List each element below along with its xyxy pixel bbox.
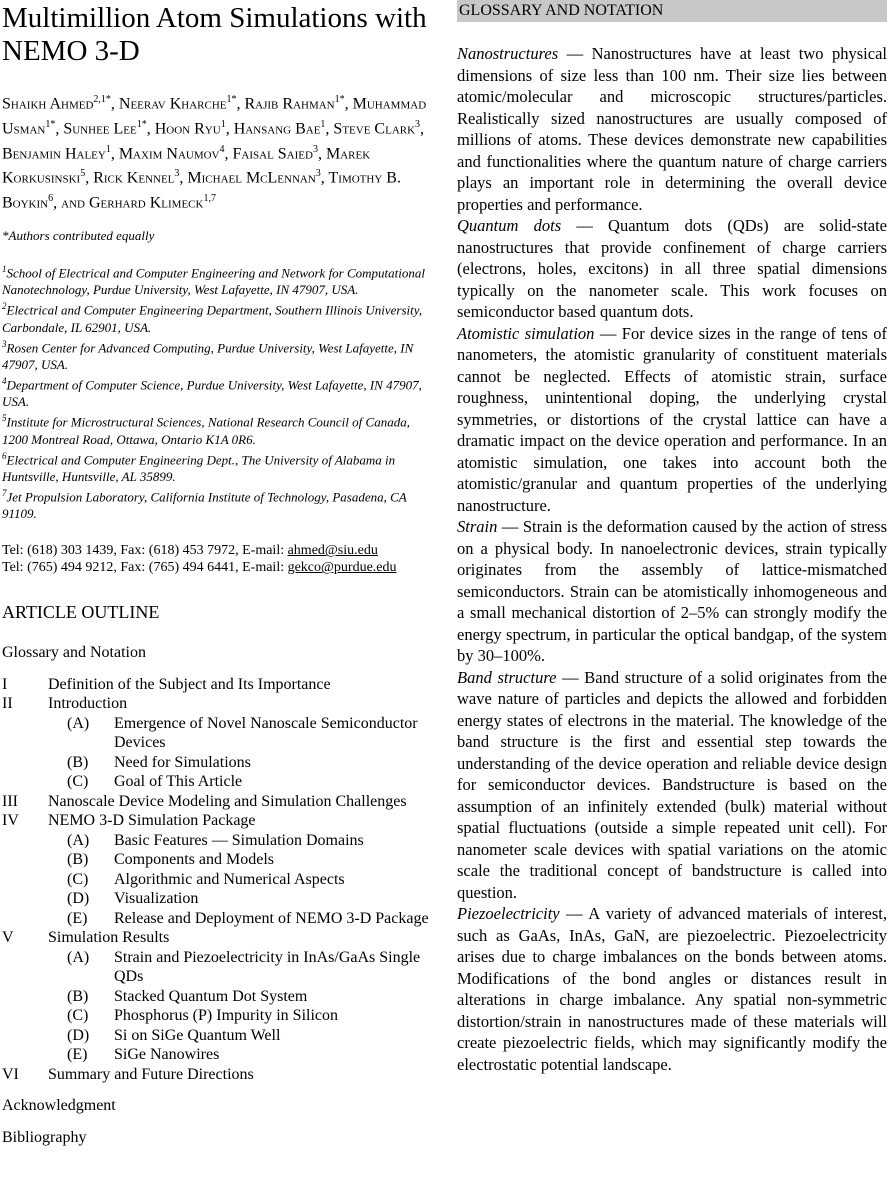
- author-affil-mark: 1: [320, 118, 326, 130]
- affiliation-text: Jet Propulsion Laboratory, California Institute of Technology, Pasadena, CA 91109.: [2, 489, 407, 522]
- author-affil-mark: 1*: [45, 118, 56, 130]
- toc-section-number: VI: [2, 1065, 19, 1083]
- toc-subsection-number: (A): [67, 948, 90, 966]
- author-affil-mark: 4: [219, 143, 225, 155]
- toc-section-label: Summary and Future Directions: [48, 1065, 254, 1083]
- author-name: Benjamin Haley: [2, 144, 106, 162]
- affiliation-number: 1: [2, 264, 7, 275]
- author-name: Shaikh Ahmed: [2, 95, 94, 113]
- contact-phone-fax: Tel: (618) 303 1439, Fax: (618) 453 7972, E-mail:: [2, 543, 288, 559]
- right-column: [457, 0, 887, 1075]
- toc-subsection[interactable]: [2, 909, 432, 929]
- toc-subsection-number: (A): [67, 714, 90, 732]
- outline-title: ARTICLE OUTLINE: [2, 602, 160, 623]
- table-of-contents: [2, 675, 432, 1085]
- toc-section-label: Nanoscale Device Modeling and Simulation Challenges: [48, 792, 407, 810]
- toc-subsection-label: Need for Simulations: [114, 753, 251, 771]
- toc-subsection-label: Components and Models: [114, 851, 274, 869]
- glossary-definition: — A variety of advanced materials of interest, such as GaAs, InAs, GaN, are piezoelectric. Piezoelectricity arises due to charge imbalances on the bonds between atoms. Modifications of the bond angles or distances result in alterations in charge imbalance. Any spatial non-symmetric distortion/strain in nanostructures made of these materials will create piezoelectric fields, which may significantly modify the electrostatic potential landscape.: [457, 904, 887, 1074]
- equal-contribution-note: *Authors contributed equally: [2, 228, 155, 244]
- toc-section[interactable]: [2, 694, 432, 714]
- glossary-term: Nanostructures: [457, 44, 559, 63]
- author-affil-mark: 6: [48, 193, 54, 205]
- left-column: [2, 2, 432, 1147]
- toc-subsection[interactable]: [2, 987, 432, 1007]
- toc-subsection-number: (B): [67, 987, 89, 1005]
- glossary-entry: [457, 903, 887, 1075]
- glossary-entry: [457, 43, 887, 215]
- toc-subsection-label: Algorithmic and Numerical Aspects: [114, 870, 345, 888]
- toc-section-number: III: [2, 792, 18, 810]
- toc-subsection[interactable]: [2, 831, 432, 851]
- glossary-term: Quantum dots: [457, 216, 562, 235]
- author-name: Muhammad Usman: [2, 95, 427, 138]
- author-affil-mark: 1*: [334, 94, 345, 105]
- affiliation-text: Institute for Microstructural Sciences, National Research Council of Canada, 1200 Montreal Road, Ottawa, Ontario K1A 0R6.: [2, 414, 410, 447]
- toc-subsection-number: (E): [67, 1046, 88, 1064]
- affiliation-item: [2, 336, 432, 373]
- affiliation-item: [2, 373, 432, 410]
- toc-section-number: II: [2, 695, 13, 713]
- toc-section-label: Definition of the Subject and Its Importance: [48, 675, 331, 693]
- affiliation-text: Electrical and Computer Engineering Department, Southern Illinois University, Carbondale, IL 62901, USA.: [2, 302, 423, 335]
- author-name: Hansang Bae: [233, 120, 321, 138]
- toc-subsection-number: (C): [67, 1007, 89, 1025]
- toc-acknowledgment[interactable]: Acknowledgment: [2, 1097, 116, 1115]
- glossary-entry: [457, 215, 887, 323]
- toc-bibliography[interactable]: Bibliography: [2, 1128, 87, 1146]
- toc-subsection-label: Goal of This Article: [114, 773, 243, 791]
- toc-section-number: IV: [2, 812, 19, 830]
- author-affil-mark: 1*: [136, 118, 147, 130]
- author-affil-mark: 1*: [226, 94, 237, 105]
- author-name: Timothy B. Boykin: [2, 169, 401, 212]
- affiliation-text: Rosen Center for Advanced Computing, Purdue University, West Lafayette, IN 47907, USA.: [2, 340, 414, 373]
- glossary-body: [457, 43, 887, 1075]
- toc-subsection[interactable]: [2, 870, 432, 890]
- toc-subsection[interactable]: [2, 714, 432, 753]
- author-name: Steve Clark: [333, 120, 416, 138]
- glossary-term: Band structure: [457, 667, 557, 687]
- toc-subsection[interactable]: [2, 1026, 432, 1046]
- glossary-entry: [457, 667, 887, 904]
- affiliation-number: 7: [2, 488, 7, 499]
- toc-subsection-label: Strain and Piezoelectricity in InAs/GaAs Single QDs: [114, 948, 421, 986]
- email-link[interactable]: gekco@purdue.edu: [287, 560, 397, 576]
- author-name: Rajib Rahman: [244, 95, 335, 113]
- author-affil-mark: 2,1*: [93, 94, 111, 105]
- author-affil-mark: 3: [415, 118, 421, 130]
- glossary-entry: [457, 323, 887, 517]
- affiliation-item: [2, 298, 432, 335]
- toc-subsection-label: Stacked Quantum Dot System: [114, 987, 308, 1005]
- author-affil-mark: 1,7: [203, 193, 216, 205]
- contact-line: [2, 542, 432, 559]
- affiliation-item: [2, 485, 432, 522]
- toc-section-label: Introduction: [48, 695, 128, 713]
- toc-subsection[interactable]: [2, 1045, 432, 1065]
- affiliation-text: Electrical and Computer Engineering Dept., The University of Alabama in Huntsville, Huntsville, AL 35899.: [2, 452, 396, 485]
- toc-subsection-number: (D): [67, 1026, 90, 1044]
- toc-subsection-number: (B): [67, 753, 89, 771]
- toc-section[interactable]: [2, 1065, 432, 1085]
- affiliation-number: 4: [2, 376, 7, 387]
- author-name: Michael McLennan: [187, 169, 316, 187]
- author-affil-mark: 3: [315, 168, 321, 180]
- toc-subsection-number: (C): [67, 773, 89, 791]
- author-affil-mark: 1: [105, 143, 111, 155]
- toc-subsection-number: (C): [67, 870, 89, 888]
- email-link[interactable]: ahmed@siu.edu: [287, 543, 378, 559]
- author-name: Hoon Ryu: [154, 120, 221, 138]
- author-name: Marek Korkusinski: [2, 144, 371, 187]
- author-affil-mark: 3: [312, 143, 318, 155]
- toc-subsection-label: Phosphorus (P) Impurity in Silicon: [114, 1007, 339, 1025]
- affiliation-item: [2, 410, 432, 447]
- toc-subsection-label: Si on SiGe Quantum Well: [114, 1026, 281, 1044]
- toc-glossary[interactable]: Glossary and Notation: [2, 644, 146, 662]
- toc-subsection-label: Basic Features — Simulation Domains: [114, 831, 364, 849]
- toc-subsection-label: Emergence of Novel Nanoscale Semiconductor Devices: [114, 714, 418, 752]
- author-name: and Gerhard Klimeck: [61, 194, 204, 212]
- contact-info: [2, 542, 432, 576]
- toc-subsection-label: Visualization: [114, 890, 199, 908]
- affiliation-text: Department of Computer Science, Purdue University, West Lafayette, IN 47907, USA.: [2, 377, 422, 410]
- toc-subsection[interactable]: [2, 948, 432, 987]
- author-name: Neerav Kharche: [118, 95, 227, 113]
- affiliation-item: [2, 261, 432, 298]
- toc-section[interactable]: [2, 792, 432, 812]
- glossary-definition: — Quantum dots (QDs) are solid-state nanostructures that provide confinement of charge carriers (electrons, holes, excitons) in all three spatial dimensions typically on the nanometer scale. This work focuses on semiconductor based quantum dots.: [457, 216, 888, 321]
- author-affil-mark: 5: [80, 168, 86, 180]
- glossary-term: Strain: [457, 517, 498, 536]
- toc-subsection-number: (A): [67, 831, 90, 849]
- paper-title: Multimillion Atom Simulations with NEMO 3-D: [2, 2, 427, 67]
- affiliation-list: [2, 261, 432, 522]
- toc-section-number: V: [2, 929, 14, 947]
- glossary-definition: — Strain is the deformation caused by the action of stress on a physical body. In nanoelectronic devices, strain typically originates from the assembly of lattice-mismatched semiconductors. Strain can be atomistically inhomogeneous and a small mechanical distortion of 2–5% can strongly modify the energy spectrum, in particular the optical bandgap, of the system by 30–100%.: [457, 517, 887, 665]
- glossary-definition: — Band structure of a solid originates from the wave nature of particles and depicts the allowed and forbidden energy states of electrons in the material. The knowledge of the band structure is the first and essential step towards the understanding of the device operation and reliable device design for semiconductor devices. Bandstructure is based on the assumption of an infinitely extended (bulk) material without spatial fluctuations (outside a simple repeated unit cell). For nanometer scale devices with spatial variations on the atomic scale the traditional concept of bandstructure is called into question.: [457, 667, 887, 902]
- toc-subsection[interactable]: [2, 753, 432, 773]
- affiliation-number: 2: [2, 301, 7, 312]
- toc-subsection[interactable]: [2, 1006, 432, 1026]
- author-name: Rick Kennel: [93, 169, 175, 187]
- glossary-term: Atomistic simulation: [457, 323, 595, 343]
- toc-subsection[interactable]: [2, 850, 432, 870]
- toc-subsection-number: (D): [67, 890, 90, 908]
- author-name: Faisal Saied: [232, 144, 313, 162]
- affiliation-number: 6: [2, 450, 7, 461]
- glossary-term: Piezoelectricity: [457, 904, 560, 923]
- toc-section-number: I: [2, 675, 8, 693]
- author-affil-mark: 1: [220, 118, 226, 130]
- toc-subsection-label: Release and Deployment of NEMO 3-D Package: [114, 909, 429, 927]
- toc-subsection-label: SiGe Nanowires: [114, 1046, 220, 1064]
- toc-subsection-number: (E): [67, 909, 88, 927]
- affiliation-number: 3: [2, 338, 7, 349]
- affiliation-text: School of Electrical and Computer Engineering and Network for Computational Nanotechnology, Purdue University, West Lafayette, IN 47907, USA.: [2, 265, 425, 298]
- toc-subsection[interactable]: [2, 889, 432, 909]
- toc-subsection-number: (B): [67, 851, 89, 869]
- toc-section[interactable]: [2, 928, 432, 948]
- contact-phone-fax: Tel: (765) 494 9212, Fax: (765) 494 6441, E-mail:: [2, 560, 288, 576]
- author-name: Sunhee Lee: [63, 120, 137, 138]
- contact-line: [2, 559, 432, 576]
- toc-subsection[interactable]: [2, 772, 432, 792]
- glossary-header: GLOSSARY AND NOTATION: [457, 0, 887, 22]
- author-affil-mark: 3: [174, 168, 180, 180]
- author-list: Shaikh Ahmed$^{2,1*}$, Neerav Kharche$^{1*}$, Rajib Rahman$^{1*}$, Muhammad Usman$^{1*}$, Sunhee Lee$^{1*}$, Hoon Ryu$^1$, Hansang Bae$^1$, Steve Clark$^3$, Benjamin Haley$^1$, Maxim Naumov$^4$, Faisal Saied$^3$, Marek Korkusinski$^5$, Rick Kennel$^3$, Michael McLennan$^3$, Timothy B. Boykin$^6$, and Gerhard Klimeck$^{1,7}$: [2, 94, 427, 212]
- glossary-definition: — For device sizes in the range of tens of nanometers, the atomistic granularity of constituent materials cannot be neglected. Effects of atomistic strain, surface roughness, unintentional doping, the underlying crystal symmetries, or distortions of the crystal lattice can have a dramatic impact on the device operation and performance. In an atomistic simulation, one takes into account both the atomistic/granular and quantum properties of the underlying nanostructure.: [457, 323, 887, 515]
- toc-section[interactable]: [2, 675, 432, 695]
- author-name: Maxim Naumov: [118, 144, 220, 162]
- affiliation-item: [2, 448, 432, 485]
- toc-section-label: NEMO 3-D Simulation Package: [48, 812, 256, 830]
- glossary-definition: — Nanostructures have at least two physical dimensions of size less than 100 nm. Their size lies between atomic/molecular and microscopic structures/particles. Realistically sized nanostructures are usually composed of millions of atoms. These devices demonstrate new capabilities and functionalities where the quantum nature of charge carriers plays an important role in determining the overall device properties and performance.: [457, 44, 887, 214]
- toc-section[interactable]: [2, 811, 432, 831]
- glossary-entry: [457, 516, 887, 667]
- toc-section-label: Simulation Results: [48, 929, 170, 947]
- affiliation-number: 5: [2, 413, 7, 424]
